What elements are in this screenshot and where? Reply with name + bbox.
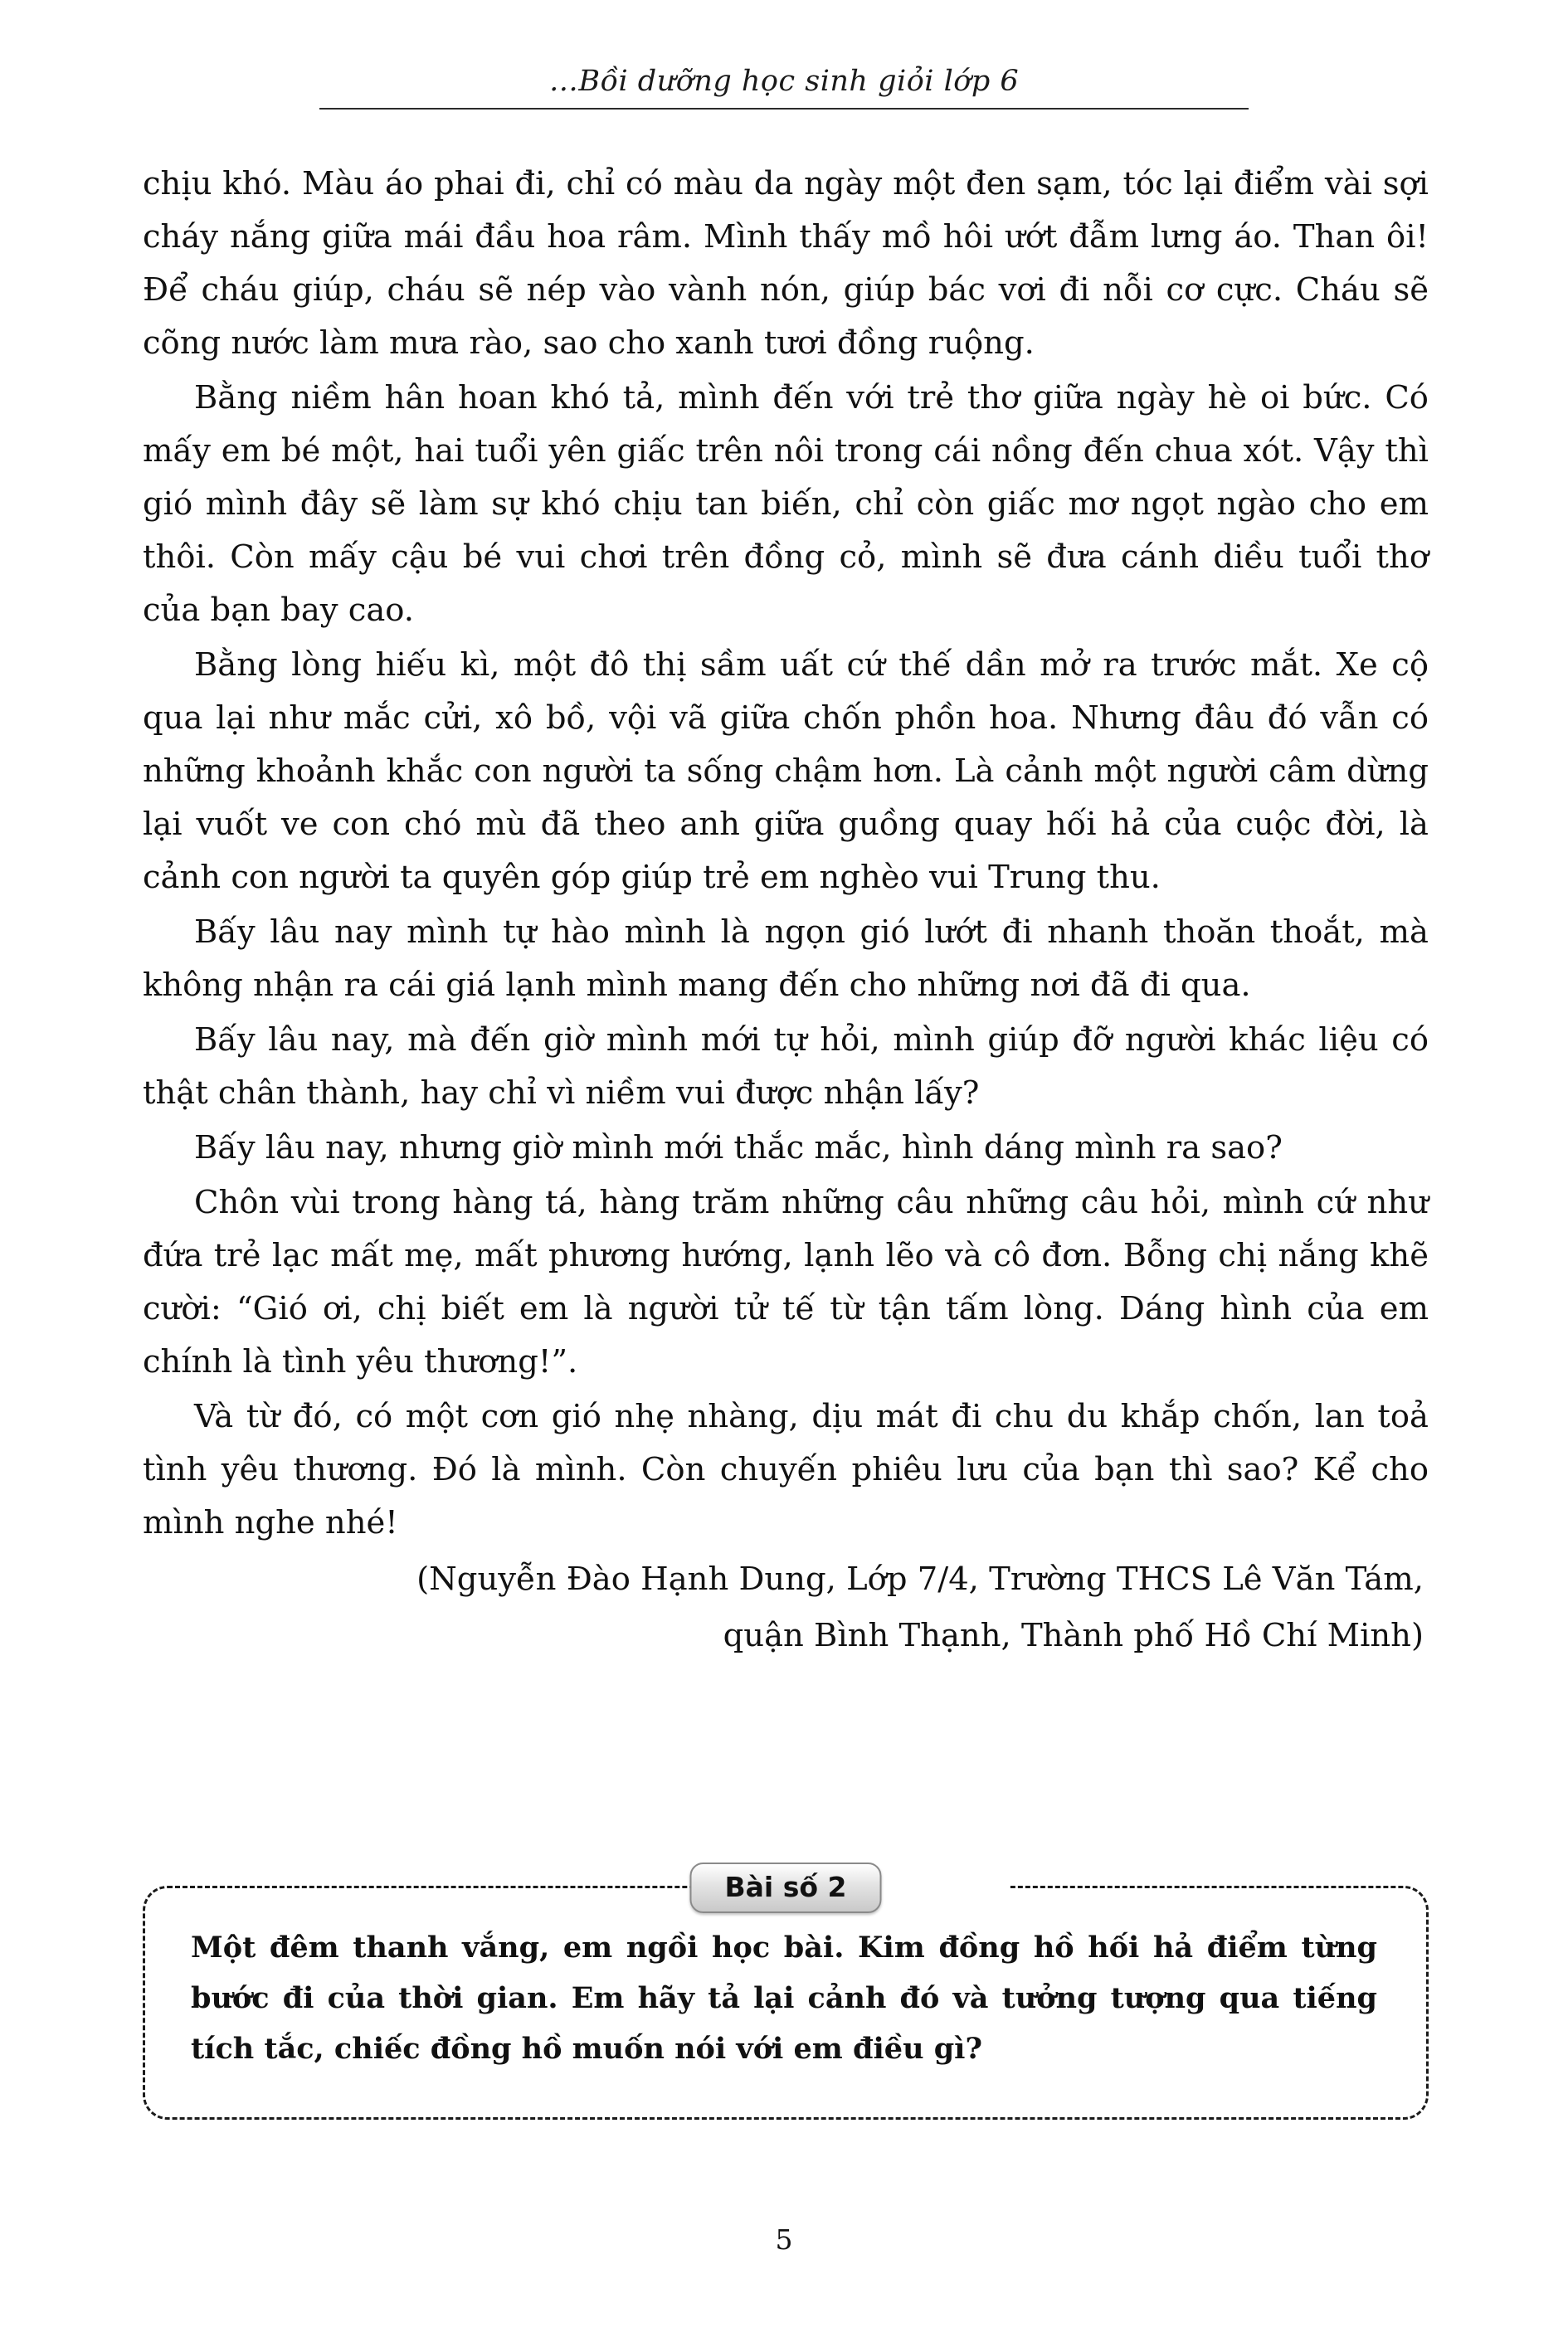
paragraph: Bằng niềm hân hoan khó tả, mình đến với trẻ thơ giữa ngày hè oi bức. Có mấy em bé một, hai tuổi yên giấc trên nôi trong cái nồng đến chua xót. Vậy thì gió mình đây sẽ làm sự khó chịu tan biến, chỉ còn giấc mơ ngọt ngào cho em thôi. Còn mấy cậu bé vui chơi trên đồng cỏ, mình sẽ đưa cánh diều tuổi thơ của bạn bay cao. <box>143 379 1429 629</box>
paragraph: Chôn vùi trong hàng tá, hàng trăm những câu những câu hỏi, mình cứ như đứa trẻ lạc mất mẹ, mất phương hướng, lạnh lẽo và cô đơn. Bỗng chị nắng khẽ cười: “Gió ơi, chị biết em là người tử tế từ tận tấm lòng. Dáng hình của em chính là tình yêu thương!”. <box>143 1184 1429 1381</box>
paragraph: Bằng lòng hiếu kì, một đô thị sầm uất cứ thế dần mở ra trước mắt. Xe cộ qua lại như mắc cửi, xô bồ, vội vã giữa chốn phồn hoa. Nhưng đâu đó vẫn có những khoảnh khắc con người ta sống chậm hơn. Là cảnh một người câm dừng lại vuốt ve con chó mù đã theo anh giữa guồng quay hối hả của cuộc đời, là cảnh con người ta quyên góp giúp trẻ em nghèo vui Trung thu. <box>143 646 1429 896</box>
running-title: …Bồi dưỡng học sinh giỏi lớp 6 <box>548 65 1020 98</box>
attribution-line: (Nguyễn Đào Hạnh Dung, Lớp 7/4, Trường THCS Lê Văn Tám, <box>416 1561 1424 1598</box>
header-divider <box>319 108 1249 110</box>
paragraph: Bấy lâu nay, mà đến giờ mình mới tự hỏi, mình giúp đỡ người khác liệu có thật chân thành, hay chỉ vì niềm vui được nhận lấy? <box>143 1021 1429 1112</box>
exercise-prompt: Một đêm thanh vắng, em ngồi học bài. Kim đồng hồ hối hả điểm từng bước đi của thời gian. Em hãy tả lại cảnh đó và tưởng tượng qua tiếng tích tắc, chiếc đồng hồ muốn nói với em điều gì? <box>191 1931 1377 2066</box>
exercise-badge: Bài số 2 <box>690 1863 882 1913</box>
page-number: 5 <box>775 2223 793 2256</box>
exercise-box <box>143 1863 1429 2120</box>
paragraph: chịu khó. Màu áo phai đi, chỉ có màu da ngày một đen sạm, tóc lại điểm vài sợi cháy nắng giữa mái đầu hoa râm. Mình thấy mồ hôi ướt đẫm lưng áo. Than ôi! Để cháu giúp, cháu sẽ nép vào vành nón, giúp bác vơi đi nỗi cơ cực. Cháu sẽ cõng nước làm mưa rào, sao cho xanh tươi đồng ruộng. <box>143 165 1429 362</box>
page-header <box>0 65 1568 110</box>
paragraph: Bấy lâu nay mình tự hào mình là ngọn gió lướt đi nhanh thoăn thoắt, mà không nhận ra cái giá lạnh mình mang đến cho những nơi đã đi qua. <box>143 913 1429 1004</box>
paragraph: Bấy lâu nay, nhưng giờ mình mới thắc mắc, hình dáng mình ra sao? <box>194 1129 1283 1166</box>
paragraph: Và từ đó, có một cơn gió nhẹ nhàng, dịu mát đi chu du khắp chốn, lan toả tình yêu thương. Đó là mình. Còn chuyến phiêu lưu của bạn thì sao? Kể cho mình nghe nhé! <box>143 1398 1429 1541</box>
page-header-inner <box>549 65 1019 110</box>
body-text <box>143 158 1429 1663</box>
attribution-line: quận Bình Thạnh, Thành phố Hồ Chí Minh) <box>723 1617 1424 1654</box>
